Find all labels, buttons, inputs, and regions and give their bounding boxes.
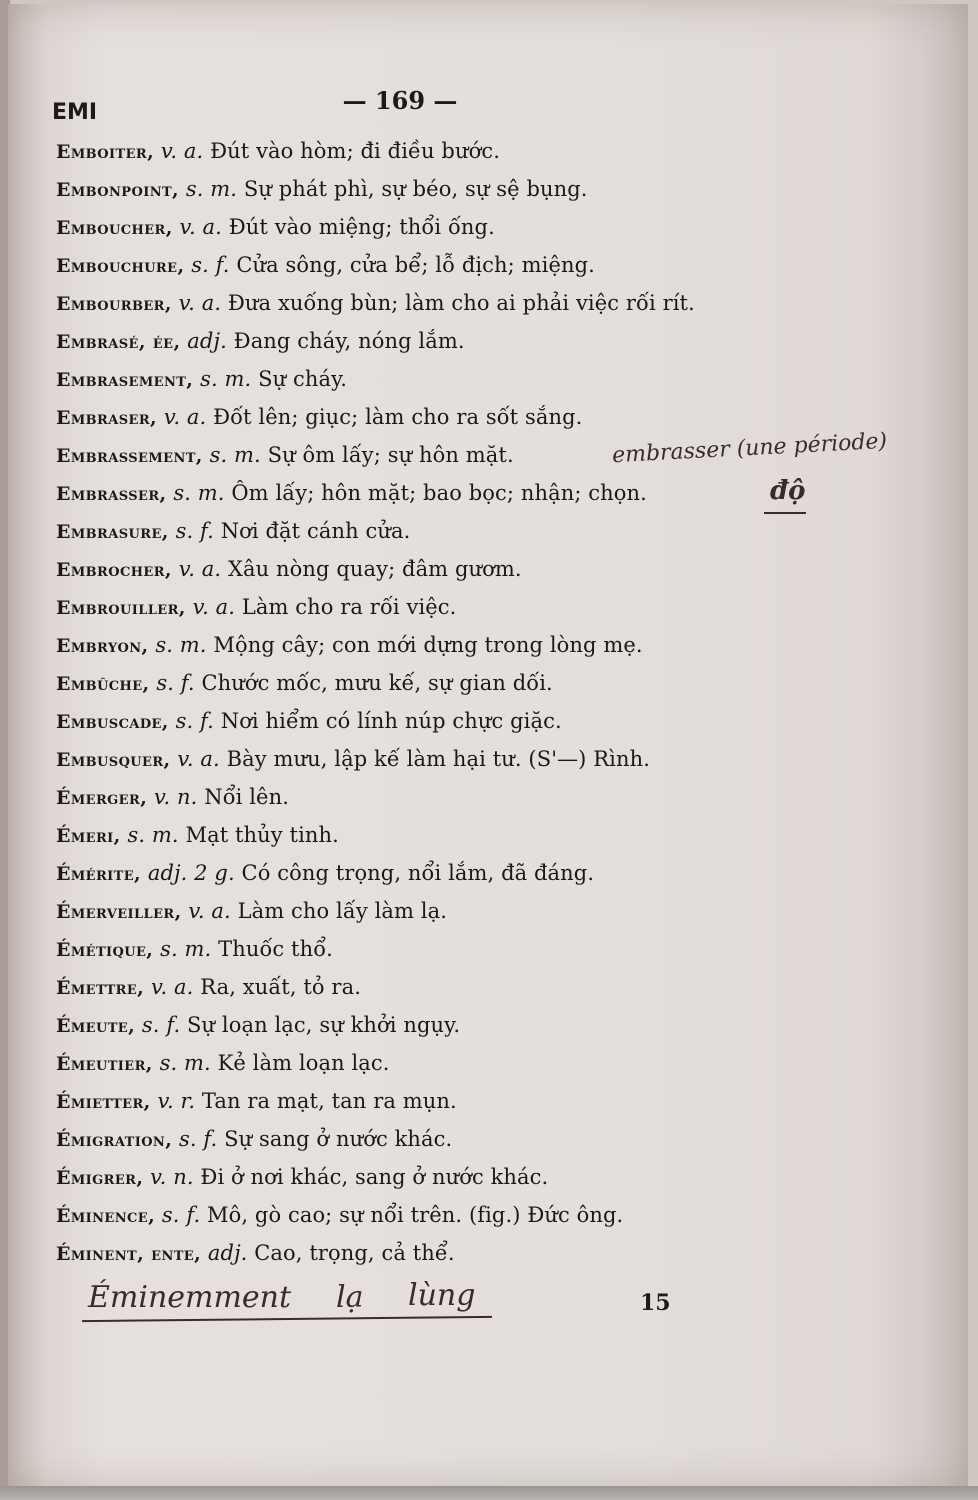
entry-grammar: s. m. [155,633,207,657]
handwritten-underline [764,512,806,514]
entry-definition: Tan ra mạt, tan ra mụn. [201,1089,457,1113]
entry-grammar: s. f. [179,1127,218,1151]
dictionary-entry [56,360,936,398]
entry-grammar: s. f. [191,253,230,277]
entry-headword: Embonpoint, [56,179,180,201]
entry-headword: Émeri, [56,825,121,847]
entry-grammar: v. a. [178,557,222,581]
entry-headword: Embouchure, [56,255,185,277]
dictionary-entry [56,1120,936,1158]
entry-definition: Ra, xuất, tỏ ra. [200,975,361,999]
entry-definition: Chước mốc, mưu kế, sự gian dối. [201,671,553,695]
entry-grammar: v. a. [160,139,204,163]
entry-definition: Sự sang ở nước khác. [224,1127,453,1151]
dictionary-entry [56,284,936,322]
entry-headword: Émeutier, [56,1053,153,1075]
dictionary-entry [56,778,936,816]
entry-headword: Émettre, [56,977,145,999]
dictionary-entry [56,322,936,360]
handwritten-bottom-note-lung: lùng [408,1278,476,1313]
entry-headword: Émeute, [56,1015,136,1037]
entry-grammar: v. n. [154,785,198,809]
dictionary-entry [56,1158,936,1196]
entry-grammar: v. a. [188,899,231,923]
entry-grammar: adj. [187,329,227,353]
handwritten-bottom-note-la: lạ [336,1280,364,1315]
entry-definition: Nổi lên. [204,785,289,809]
entry-definition: Đang cháy, nóng lắm. [233,329,465,353]
entry-headword: Emboiter, [56,141,155,163]
entry-grammar: v. a. [192,595,236,619]
entry-grammar: s. f. [161,1203,201,1227]
entry-grammar: s. m. [185,177,238,201]
dictionary-entry [56,816,936,854]
entry-headword: Embrasser, [56,483,167,505]
entry-definition: Đút vào miệng; thổi ống. [228,215,495,239]
dictionary-entry [56,892,936,930]
entry-definition: Cao, trọng, cả thể. [254,1241,455,1265]
entry-grammar: s. f. [156,671,195,695]
entry-definition: Mô, gò cao; sự nổi trên. (fig.) Đức ông. [207,1203,624,1227]
entry-grammar: v. a. [150,975,194,999]
handwritten-margin-note-do: độ [770,476,806,506]
entry-definition: Kẻ làm loạn lạc. [217,1051,390,1075]
handwritten-margin-note: embrasser (une période) [611,428,888,469]
entry-grammar: s. f. [141,1013,181,1037]
dictionary-entry [56,398,936,436]
dictionary-entry [56,626,936,664]
entry-definition: Sự ôm lấy; sự hôn mặt. [267,443,514,467]
entry-grammar: v. a. [163,405,207,429]
dictionary-entries [56,132,936,1272]
entry-headword: Émerveiller, [56,901,182,923]
entry-grammar: v. n. [150,1165,194,1189]
entry-grammar: v. a. [177,747,220,771]
entry-definition: Làm cho ra rối việc. [241,595,457,619]
entry-grammar: s. m. [200,367,252,391]
entry-grammar: s. m. [209,443,261,467]
running-head: EMI [52,100,98,125]
entry-grammar: adj. [207,1241,248,1265]
entry-headword: Émigrer, [56,1167,144,1189]
dictionary-entry [56,1044,936,1082]
entry-definition: Đốt lên; giục; làm cho ra sốt sắng. [213,405,583,429]
entry-headword: Émérite, [56,863,142,885]
entry-headword: Embuscade, [56,711,169,733]
entry-headword: Embrouiller, [56,597,186,619]
entry-headword: Emboucher, [56,217,173,239]
entry-grammar: adj. 2 g. [147,861,235,885]
handwritten-bottom-note: Éminemment [88,1280,292,1315]
entry-definition: Sự loạn lạc, sự khởi ngụy. [187,1013,461,1037]
entry-definition: Xâu nòng quay; đâm gươm. [227,557,522,581]
dictionary-entry [56,170,936,208]
dictionary-entry [56,512,936,550]
entry-definition: Đút vào hòm; đi điều bước. [210,139,500,163]
entry-headword: Éminence, [56,1205,156,1227]
entry-headword: Émigration, [56,1129,173,1151]
entry-grammar: s. m. [159,1051,211,1075]
dictionary-entry [56,854,936,892]
dictionary-entry [56,208,936,246]
dictionary-entry [56,930,936,968]
entry-headword: Embrocher, [56,559,172,581]
dictionary-entry [56,246,936,284]
dictionary-entry [56,550,936,588]
entry-grammar: s. m. [160,937,212,961]
entry-grammar: v. r. [157,1089,196,1113]
entry-definition: Sự phát phì, sự béo, sự sệ bụng. [243,177,588,201]
page-bottom-edge [0,1486,978,1500]
entry-grammar: s. m. [173,481,225,505]
entry-definition: Ôm lấy; hôn mặt; bao bọc; nhận; chọn. [231,481,647,505]
entry-definition: Nơi hiểm có lính núp chực giặc. [220,709,562,733]
entry-headword: Embrasement, [56,369,194,391]
entry-grammar: v. a. [178,291,222,315]
entry-headword: Embraser, [56,407,158,429]
entry-definition: Làm cho lấy làm lạ. [237,899,448,923]
entry-definition: Đưa xuống bùn; làm cho ai phải việc rối rít. [227,291,695,315]
entry-headword: Embusquer, [56,749,171,771]
dictionary-entry [56,664,936,702]
signature-number: 15 [640,1290,671,1316]
dictionary-entry [56,968,936,1006]
entry-grammar: s. m. [127,823,179,847]
dictionary-entry [56,132,936,170]
entry-definition: Bày mưu, lập kế làm hại tư. (S'—) Rình. [226,747,650,771]
entry-definition: Sự cháy. [258,367,348,391]
entry-headword: Émietter, [56,1091,151,1113]
entry-grammar: s. f. [175,709,214,733]
dictionary-entry [56,1006,936,1044]
entry-definition: Mạt thủy tinh. [185,823,339,847]
entry-headword: Émerger, [56,787,148,809]
entry-headword: Éminent, ente, [56,1243,202,1265]
entry-headword: Embrasé, ée, [56,331,181,353]
dictionary-entry [56,702,936,740]
entry-definition: Nơi đặt cánh cửa. [220,519,411,543]
entry-definition: Cửa sông, cửa bể; lỗ địch; miệng. [236,253,595,277]
dictionary-entry [56,740,936,778]
entry-grammar: s. f. [175,519,214,543]
dictionary-entry [56,1082,936,1120]
entry-definition: Mộng cây; con mới dựng trong lòng mẹ. [213,633,643,657]
entry-definition: Thuốc thổ. [218,937,333,961]
entry-headword: Embûche, [56,673,150,695]
entry-headword: Embryon, [56,635,149,657]
dictionary-entry [56,1234,936,1272]
entry-definition: Đi ở nơi khác, sang ở nước khác. [200,1165,549,1189]
page-number: — 169 — [342,86,458,115]
dictionary-entry [56,588,936,626]
entry-headword: Embrassement, [56,445,203,467]
dictionary-entry [56,1196,936,1234]
entry-grammar: v. a. [179,215,222,239]
entry-headword: Embourber, [56,293,172,315]
entry-headword: Embrasure, [56,521,169,543]
entry-definition: Có công trọng, nổi lắm, đã đáng. [241,861,595,885]
entry-headword: Émétique, [56,939,154,961]
